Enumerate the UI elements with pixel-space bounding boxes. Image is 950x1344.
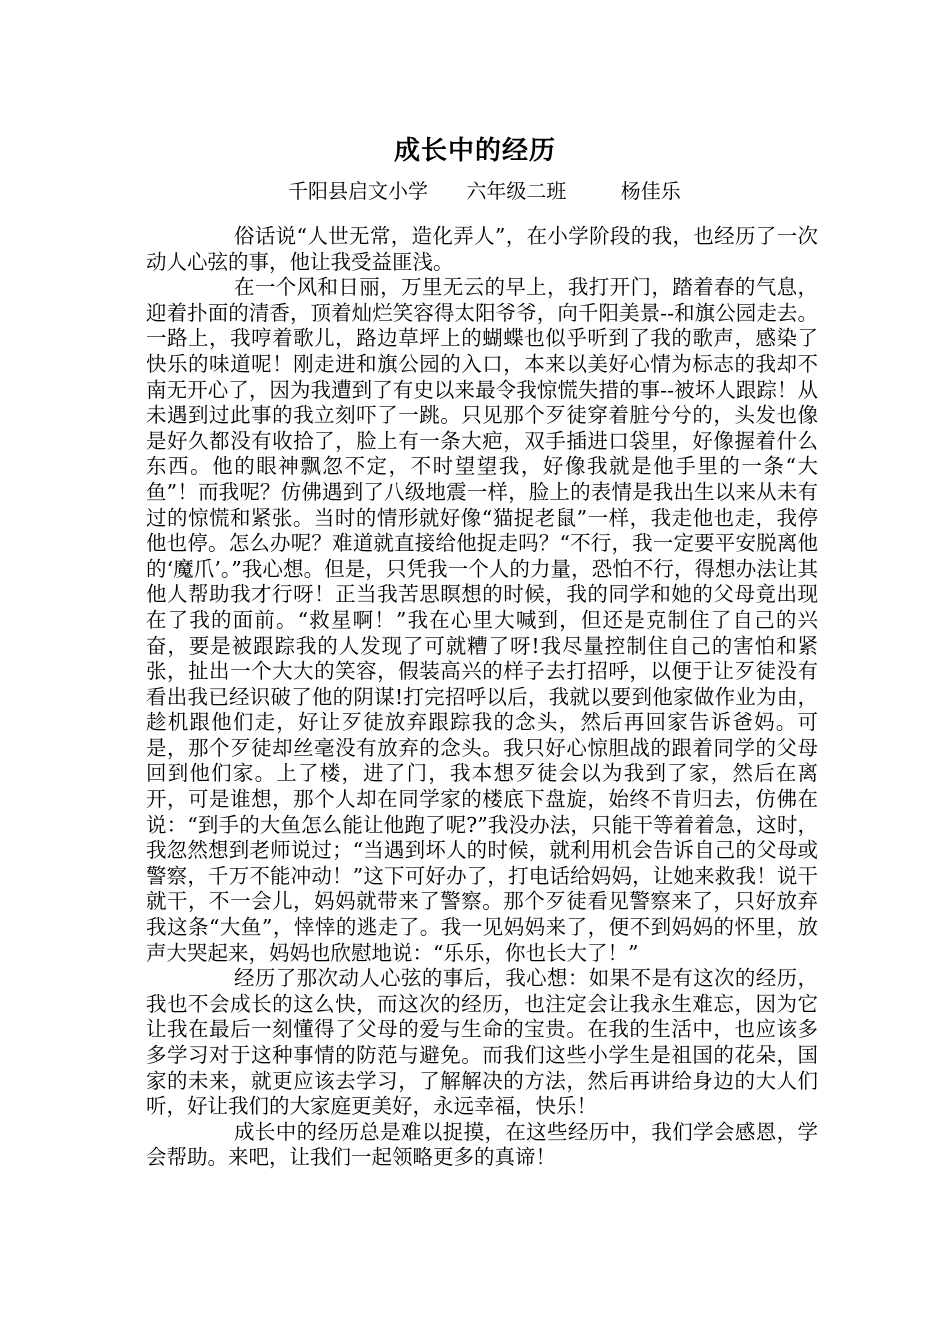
paragraph-3: 经历了那次动人心弦的事后，我心想：如果不是有这次的经历，我也不会成长的这么快，而这次的经历，也注定会让我永生难忘，因为它让我在最后一刻懂得了父母的爱与生命的宝贵。在我的生活中，也应该多多学习对于这种事情的防范与避免。而我们这些小学生是祖国的花朵，国家的未来，就更应该去学习，了解解决的方法，然后再讲给身边的大人们听，好让我们的大家庭更美好，永远幸福，快乐！ [146, 966, 818, 1119]
paragraph-2: 在一个风和日丽，万里无云的早上，我打开门，踏着春的气息，迎着扑面的清香，顶着灿烂笑容得太阳爷爷，向千阳美景--和旗公园走去。一路上，我哼着歌儿，路边草坪上的蝴蝶也似乎听到了我的歌声，感染了快乐的味道呢！刚走进和旗公园的入口，本来以美好心情为标志的我却不南无开心了，因为我遭到了有史以来最令我惊慌失措的事--被坏人跟踪！从未遇到过此事的我立刻吓了一跳。只见那个歹徒穿着脏兮兮的，头发也像是好久都没有收拾了，脸上有一条大疤，双手插进口袋里，好像握着什么东西。他的眼神飘忽不定，不时望望我，好像我就是他手里的一条“大鱼”！而我呢？仿佛遇到了八级地震一样，脸上的表情是我出生以来从未有过的惊慌和紧张。当时的情形就好像“猫捉老鼠”一样，我走他也走，我停他也停。怎么办呢？难道就直接给他捉走吗？“不行，我一定要平安脱离他的‘魔爪’。”我心想。但是，只凭我一个人的力量，恐怕不行，得想办法让其他人帮助我才行呀！正当我苦思瞑想的时候，我的同学和她的父母竟出现在了我的面前。“救星啊！”我在心里大喊到，但还是克制住了自己的兴奋，要是被跟踪我的人发现了可就糟了呀!我尽量控制住自己的害怕和紧张，扯出一个大大的笑容，假装高兴的样子去打招呼，以便于让歹徒没有看出我已经识破了他的阴谋!打完招呼以后，我就以要到他家做作业为由，趁机跟他们走，好让歹徒放弃跟踪我的念头，然后再回家告诉爸妈。可是，那个歹徒却丝毫没有放弃的念头。我只好心惊胆战的跟着同学的父母回到他们家。上了楼，进了门，我本想歹徒会以为我到了家，然后在离开，可是谁想，那个人却在同学家的楼底下盘旋，始终不肯归去，仿佛在说：“到手的大鱼怎么能让他跑了呢?”我没办法，只能干等着着急，这时，我忽然想到老师说过；“当遇到坏人的时候，就利用机会告诉自己的父母或警察，千万不能冲动！”这下可好办了，打电话给妈妈，让她来救我！说干就干，不一会儿，妈妈就带来了警察。那个歹徒看见警察来了，只好放弃我这条“大鱼”，悻悻的逃走了。我一见妈妈来了，便不到妈妈的怀里，放声大哭起来，妈妈也欣慰地说：“乐乐，你也长大了！” [146, 275, 818, 965]
byline [288, 175, 681, 204]
paragraph-1: 俗话说“人世无常，造化弄人”，在小学阶段的我，也经历了一次动人心弦的事，他让我受益匪浅。 [146, 224, 818, 274]
byline-school: 千阳县启文小学 [288, 179, 428, 203]
paragraph-4: 成长中的经历总是难以捉摸，在这些经历中，我们学会感恩，学会帮助。来吧，让我们一起领略更多的真谛！ [146, 1119, 818, 1170]
document-body [146, 224, 818, 1171]
byline-grade: 六年级二班 [466, 179, 567, 203]
document-title: 成长中的经历 [393, 136, 556, 166]
byline-author: 杨佳乐 [620, 179, 681, 203]
